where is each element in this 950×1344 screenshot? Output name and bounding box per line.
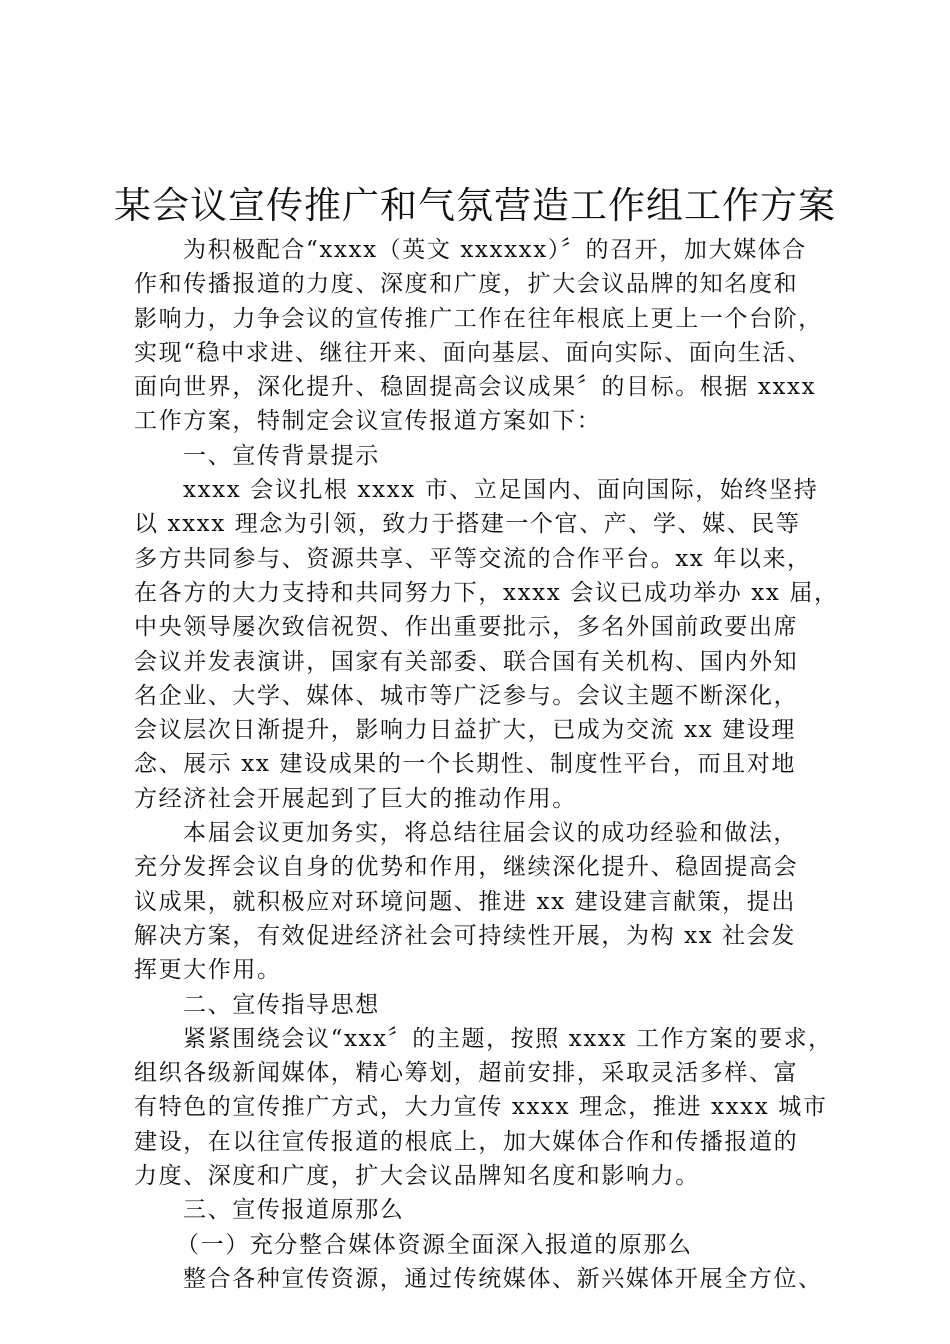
text-line: 建设，在以往宣传报道的根底上，加大媒体合作和传播报道的 — [134, 1128, 799, 1155]
text-line: 解决方案，有效促进经济社会可持续性开展，为构 xx 社会发 — [134, 922, 796, 949]
text-line: 面向世界，深化提升、稳固提高会议成果〞的目标。根据 xxxx — [134, 374, 817, 401]
text-line: 紧紧围绕会议“xxx〞的主题，按照 xxxx 工作方案的要求， — [183, 1025, 833, 1052]
text-line: 实现“稳中求进、继往开来、面向基层、面向实际、面向生活、 — [134, 339, 812, 366]
text-line: 整合各种宣传资源，通过传统媒体、新兴媒体开展全方位、 — [183, 1265, 823, 1292]
text-line: xxxx 会议扎根 xxxx 市、立足国内、面向国际，始终坚持 — [183, 477, 819, 504]
text-line: 挥更大作用。 — [134, 957, 282, 984]
text-line: 组织各级新闻媒体，精心筹划，超前安排，采取灵活多样、富 — [134, 1060, 799, 1087]
text-line: 三、宣传报道原那么 — [183, 1197, 405, 1224]
text-line: 在各方的大力支持和共同努力下，xxxx 会议已成功举办 xx 届， — [134, 579, 839, 606]
text-line: 影响力，力争会议的宣传推广工作在往年根底上更上一个台阶， — [134, 305, 823, 332]
text-line: 念、展示 xx 建设成果的一个长期性、制度性平台，而且对地 — [134, 751, 796, 778]
text-line: （一）充分整合媒体资源全面深入报道的原那么 — [176, 1231, 693, 1258]
text-line: 议成果，就积极应对环境问题、推进 xx 建设建言献策，提出 — [134, 888, 796, 915]
text-line: 一、宣传背景提示 — [183, 442, 380, 469]
text-line: 为积极配合“xxxx（英文 xxxxxx）〞的召开，加大媒体合 — [183, 237, 807, 263]
text-line: 名企业、大学、媒体、城市等广泛参与。会议主题不断深化， — [134, 682, 799, 709]
text-line: 工作方案，特制定会议宣传报道方案如下： — [134, 408, 602, 435]
text-line: 方经济社会开展起到了巨大的推动作用。 — [134, 785, 577, 812]
text-line: 充分发挥会议自身的优势和作用，继续深化提升、稳固提高会 — [134, 854, 799, 881]
text-line: 中央领导屡次致信祝贺、作出重要批示，多名外国前政要出席 — [134, 614, 799, 641]
text-line: 本届会议更加务实，将总结往届会议的成功经验和做法， — [183, 820, 798, 847]
text-line: 会议并发表演讲，国家有关部委、联合国有关机构、国内外知 — [134, 648, 799, 675]
document-title: 某会议宣传推广和气氛营造工作组工作方案 — [114, 184, 836, 227]
text-line: 有特色的宣传推广方式，大力宣传 xxxx 理念，推进 xxxx 城市 — [134, 1094, 828, 1121]
text-line: 力度、深度和广度，扩大会议品牌知名度和影响力。 — [134, 1163, 700, 1190]
text-line: 作和传播报道的力度、深度和广度，扩大会议品牌的知名度和 — [134, 271, 799, 298]
text-line: 会议层次日渐提升，影响力日益扩大，已成为交流 xx 建设理 — [134, 717, 796, 744]
text-line: 以 xxxx 理念为引领，致力于搭建一个官、产、学、媒、民等 — [134, 511, 801, 538]
text-line: 二、宣传指导思想 — [183, 991, 380, 1018]
text-line: 多方共同参与、资源共享、平等交流的合作平台。xx 年以来， — [134, 545, 812, 572]
document-body — [134, 233, 839, 1296]
